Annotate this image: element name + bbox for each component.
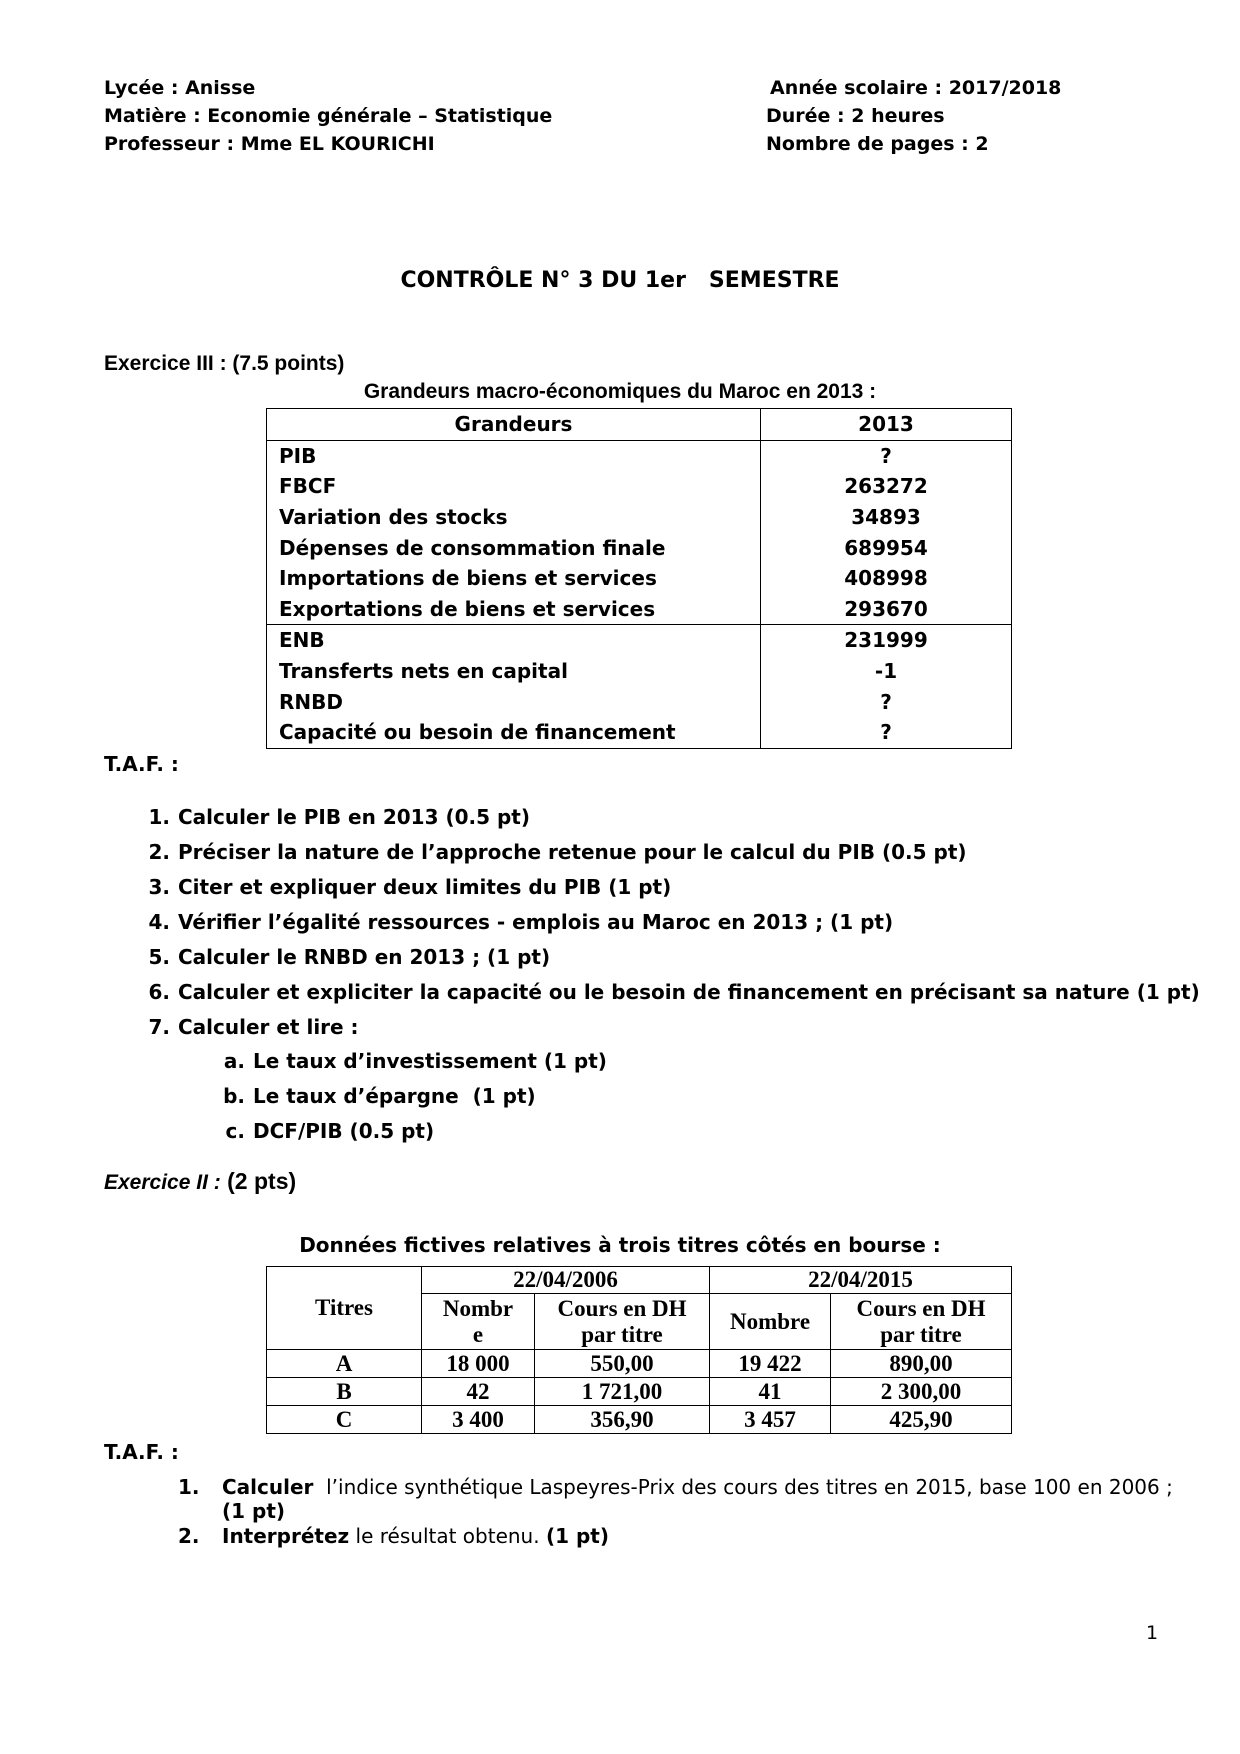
row-value: 34893 [761, 502, 1012, 533]
list-item [225, 1114, 607, 1149]
item-number: 7. [148, 1015, 170, 1039]
header-right [766, 74, 1061, 158]
cell-cours-2006: 356,90 [535, 1406, 710, 1434]
exercise-3-subquestions [223, 1044, 607, 1149]
item-number: 4. [148, 910, 170, 934]
row-label: PIB [267, 440, 761, 471]
row-value: 408998 [761, 563, 1012, 594]
col-header-year: 2013 [761, 409, 1012, 441]
q2-points: (1 pt) [545, 1524, 609, 1548]
row-value: ? [761, 717, 1012, 748]
cell-nombre-2006: 42 [422, 1378, 535, 1406]
cell-nombre-2006: 18 000 [422, 1350, 535, 1378]
exam-title: CONTRÔLE N° 3 DU 1er SEMESTRE [400, 268, 840, 293]
header-left [104, 74, 552, 158]
list-item [148, 800, 1200, 835]
exercise-2-question-1 [178, 1475, 1178, 1523]
duration: Durée : 2 heures [766, 105, 945, 127]
item-text: Préciser la nature de l’approche retenue pour le calcul du PIB (0.5 pt) [178, 840, 967, 864]
cell-nombre-2015: 19 422 [710, 1350, 831, 1378]
table-row [267, 1350, 1012, 1378]
list-item [148, 1010, 1200, 1045]
col-header-nombre-2006 [422, 1294, 535, 1350]
cell-nombre-2006: 3 400 [422, 1406, 535, 1434]
exercise-3-questions [148, 800, 1200, 1045]
table-row [267, 1378, 1012, 1406]
col-header-titres: Titres [267, 1267, 422, 1350]
item-text: Calculer et expliciter la capacité ou le besoin de financement en précisant sa nature (1 pt) [178, 980, 1200, 1004]
item-text: DCF/PIB (0.5 pt) [253, 1119, 435, 1143]
row-label: Variation des stocks [267, 502, 761, 533]
item-number: 1. [148, 805, 170, 829]
list-item [148, 905, 1200, 940]
table-row [267, 717, 1012, 748]
table-row [267, 471, 1012, 502]
row-value: 689954 [761, 532, 1012, 563]
row-label: Exportations de biens et services [267, 594, 761, 625]
cell-nombre-2015: 3 457 [710, 1406, 831, 1434]
cell-titre: A [267, 1350, 422, 1378]
col-header-cours-2015-text: Cours en DH par titre [856, 1295, 986, 1347]
exercise-2-question-2 [178, 1524, 609, 1548]
exercise-2-title: Exercice II : [104, 1171, 221, 1194]
table-row [267, 563, 1012, 594]
q1-points: (1 pt) [222, 1499, 286, 1523]
table-header-row [267, 1267, 1012, 1294]
table-row [267, 594, 1012, 625]
row-value: 231999 [761, 625, 1012, 656]
table1-caption: Grandeurs macro-économiques du Maroc en 2013 : [363, 380, 877, 403]
cell-titre: B [267, 1378, 422, 1406]
row-label: Transferts nets en capital [267, 656, 761, 687]
row-value: ? [761, 686, 1012, 717]
table2-caption: Données fictives relatives à trois titres côtés en bourse : [299, 1233, 941, 1257]
cell-nombre-2015: 41 [710, 1378, 831, 1406]
exercise-3-heading: Exercice III : (7.5 points) [104, 352, 345, 375]
page-number: 1 [1146, 1622, 1159, 1644]
col-header-cours-2006 [535, 1294, 710, 1350]
cell-cours-2006: 550,00 [535, 1350, 710, 1378]
list-item [148, 835, 1200, 870]
teacher: Professeur : Mme EL KOURICHI [104, 133, 435, 155]
item-number: 1. [178, 1475, 200, 1499]
q1-text: l’indice synthétique Laspeyres-Prix des cours des titres en 2015, base 100 en 2006 ; [313, 1475, 1173, 1499]
table-row [267, 532, 1012, 563]
list-item [223, 1079, 607, 1114]
col-header-date-2015: 22/04/2015 [710, 1267, 1012, 1294]
taf-label-ex2: T.A.F. : [104, 1440, 179, 1464]
list-item [148, 940, 1200, 975]
item-number: 3. [148, 875, 170, 899]
item-letter: c. [225, 1119, 245, 1143]
item-number: 5. [148, 945, 170, 969]
col-header-cours-2015 [831, 1294, 1012, 1350]
table-row [267, 440, 1012, 471]
item-text: Citer et expliquer deux limites du PIB (1 pt) [178, 875, 672, 899]
item-text: Le taux d’épargne (1 pt) [253, 1084, 536, 1108]
exercise-2-points: (2 pts) [220, 1168, 297, 1194]
page-count: Nombre de pages : 2 [766, 133, 989, 155]
securities-table [266, 1266, 1012, 1434]
cell-cours-2015: 425,90 [831, 1406, 1012, 1434]
cell-cours-2015: 890,00 [831, 1350, 1012, 1378]
q2-text: le résultat obtenu. [349, 1524, 546, 1548]
item-number: 2. [178, 1524, 200, 1548]
item-text: Calculer et lire : [178, 1015, 359, 1039]
col-header-nombre-2015: Nombre [710, 1294, 831, 1350]
row-label: ENB [267, 625, 761, 656]
q1-verb: Calculer [222, 1475, 314, 1499]
cell-titre: C [267, 1406, 422, 1434]
school-name: Lycée : Anisse [104, 77, 256, 99]
list-item [148, 870, 1200, 905]
macro-table [266, 408, 1012, 749]
school-year: Année scolaire : 2017/2018 [770, 77, 1062, 99]
row-label: RNBD [267, 686, 761, 717]
cell-cours-2006: 1 721,00 [535, 1378, 710, 1406]
item-text: Le taux d’investissement (1 pt) [253, 1049, 607, 1073]
row-value: ? [761, 440, 1012, 471]
list-item [223, 1044, 607, 1079]
item-text: Calculer le RNBD en 2013 ; (1 pt) [178, 945, 551, 969]
table-row [267, 625, 1012, 656]
taf-label-ex3: T.A.F. : [104, 752, 179, 776]
row-label: FBCF [267, 471, 761, 502]
col-header-cours-2006-text: Cours en DH par titre [557, 1295, 687, 1347]
item-number: 6. [148, 980, 170, 1004]
item-number: 2. [148, 840, 170, 864]
row-label: Capacité ou besoin de financement [267, 717, 761, 748]
list-item [148, 975, 1200, 1010]
exercise-2-heading [104, 1168, 296, 1195]
row-value: -1 [761, 656, 1012, 687]
table-row [267, 686, 1012, 717]
item-letter: a. [223, 1049, 245, 1073]
table-row [267, 1406, 1012, 1434]
subject: Matière : Economie générale – Statistique [104, 105, 553, 127]
table-header-row [267, 409, 1012, 441]
col-header-nombre-2006-text: Nombr e [442, 1295, 514, 1347]
q2-verb: Interprétez [222, 1524, 350, 1548]
table-row [267, 656, 1012, 687]
item-text: Calculer le PIB en 2013 (0.5 pt) [178, 805, 531, 829]
table-row [267, 502, 1012, 533]
row-label: Dépenses de consommation finale [267, 532, 761, 563]
row-value: 293670 [761, 594, 1012, 625]
item-letter: b. [223, 1084, 245, 1108]
row-label: Importations de biens et services [267, 563, 761, 594]
col-header-grandeurs: Grandeurs [267, 409, 761, 441]
item-text: Vérifier l’égalité ressources - emplois au Maroc en 2013 ; (1 pt) [178, 910, 894, 934]
col-header-date-2006: 22/04/2006 [422, 1267, 710, 1294]
cell-cours-2015: 2 300,00 [831, 1378, 1012, 1406]
row-value: 263272 [761, 471, 1012, 502]
